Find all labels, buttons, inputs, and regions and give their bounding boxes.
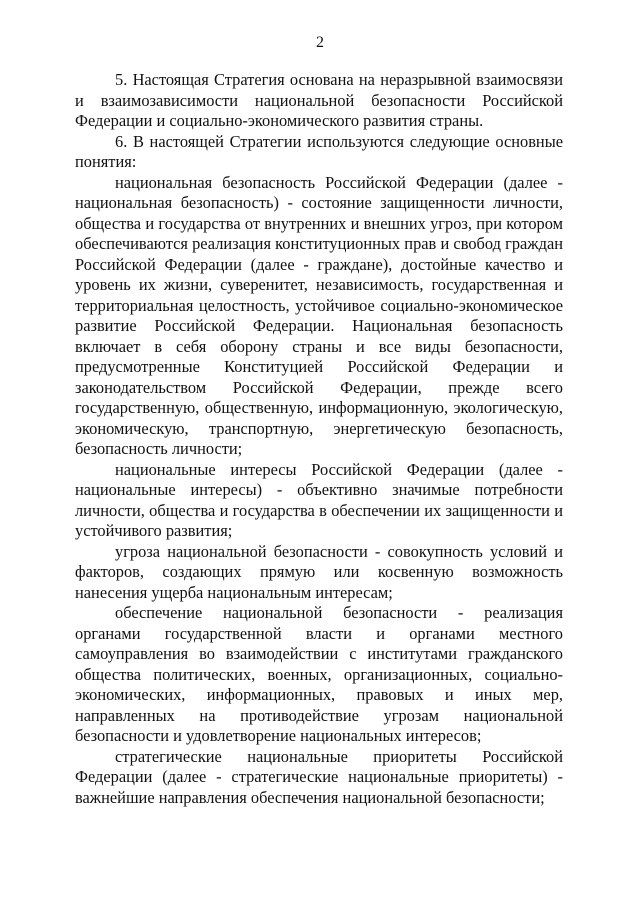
document-body bbox=[75, 70, 563, 808]
definition-ensuring-security: обеспечение национальной безопасности - реализация органами государственной власти и органами местного самоуправления во взаимодействии с институтами гражданского общества политических, военных, организационных, социально-экономических, информационных, правовых и иных мер, направленных на противодействие угрозам национальной безопасности и удовлетворение национальных интересов; bbox=[75, 603, 563, 745]
definition-national-interests: национальные интересы Российской Федерации (далее - национальные интересы) - объективно значимые потребности личности, общества и государства в обеспечении их защищенности и устойчивого развития; bbox=[75, 459, 563, 540]
definition-strategic-priorities: стратегические национальные приоритеты Российской Федерации (далее - стратегические национальные приоритеты) - важнейшие направления обеспечения национальной безопасности; bbox=[75, 746, 563, 807]
paragraph-6: 6. В настоящей Стратегии используются следующие основные понятия: bbox=[75, 131, 563, 171]
definition-national-security: национальная безопасность Российской Федерации (далее - национальная безопасность) - состояние защищенности личности, общества и государства от внутренних и внешних угроз, при котором обеспечиваются реализация конституционных прав и свобод граждан Российской Федерации (далее - граждане), достойные качество и уровень их жизни, суверенитет, независимость, государственная и территориальная целостность, устойчивое социально-экономическое развитие Российской Федерации. Национальная безопасность включает в себя оборону страны и все виды безопасности, предусмотренные Конституцией Российской Федерации и законодательством Российской Федерации, прежде всего государственную, общественную, информационную, экологическую, экономическую, транспортную, энергетическую безопасность, безопасность личности; bbox=[75, 172, 563, 458]
definition-security-threat: угроза национальной безопасности - совокупность условий и факторов, создающих прямую или косвенную возможность нанесения ущерба национальным интересам; bbox=[75, 541, 563, 602]
page-number: 2 bbox=[316, 34, 324, 51]
paragraph-5: 5. Настоящая Стратегия основана на неразрывной взаимосвязи и взаимозависимости национальной безопасности Российской Федерации и социально-экономического развития страны. bbox=[75, 70, 563, 130]
